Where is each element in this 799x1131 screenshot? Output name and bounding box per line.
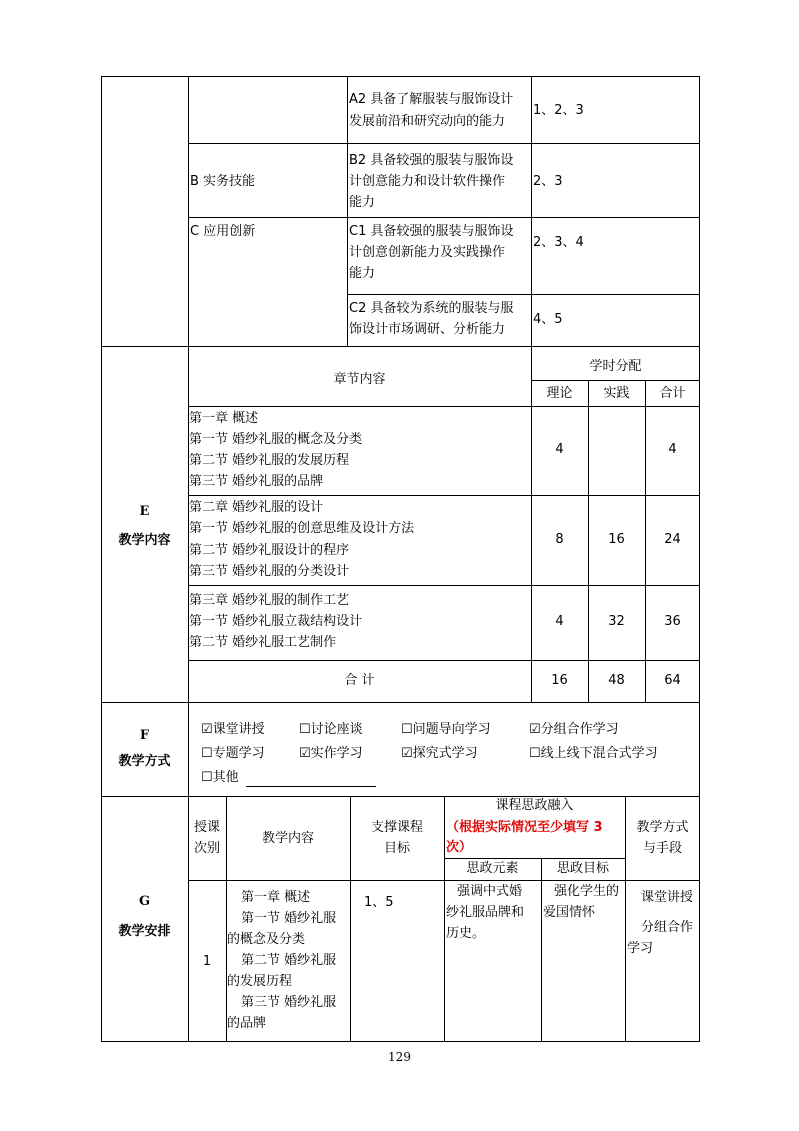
method-label: 分组合作学习 bbox=[540, 722, 619, 737]
sum-practice: 48 bbox=[608, 673, 625, 688]
content-line: 的概念及分类 bbox=[227, 932, 306, 947]
content-header: 教学内容 bbox=[261, 831, 314, 846]
element-line: 纱礼服品牌和 bbox=[446, 905, 525, 920]
theory-hours: 8 bbox=[555, 532, 564, 547]
course-numbers: 4、5 bbox=[533, 312, 563, 327]
goal-header: 目标 bbox=[383, 841, 410, 856]
session-header: 次别 bbox=[193, 841, 220, 856]
method-option[interactable] bbox=[201, 743, 265, 765]
total-hours: 24 bbox=[664, 532, 681, 547]
checkbox-icon[interactable]: ☐ bbox=[201, 770, 213, 785]
checkbox-icon[interactable]: ☐ bbox=[201, 746, 213, 761]
category-label: C 应用创新 bbox=[190, 224, 256, 239]
method-label: 实作学习 bbox=[310, 746, 363, 761]
chapter-line: 第一章 概述 bbox=[189, 411, 259, 426]
method-label: 问题导向学习 bbox=[412, 722, 491, 737]
practice-hours: 16 bbox=[608, 532, 625, 547]
chapter-line: 第二章 婚纱礼服的设计 bbox=[189, 500, 324, 515]
target-line: 爱国情怀 bbox=[543, 905, 596, 920]
session-header: 授课 bbox=[193, 820, 220, 835]
ideology-note: 次） bbox=[446, 840, 473, 855]
ability-text: 计创意创新能力及实践操作 bbox=[349, 245, 506, 260]
method-label: 课堂讲授 bbox=[212, 722, 265, 737]
content-line: 第三节 婚纱礼服 bbox=[241, 995, 337, 1010]
method-line: 课堂讲授 bbox=[641, 890, 694, 905]
theory-hours: 4 bbox=[555, 614, 564, 629]
ability-text: 发展前沿和研究动向的能力 bbox=[349, 114, 506, 129]
section-title: 教学安排 bbox=[118, 924, 171, 939]
checkbox-icon[interactable]: ☑ bbox=[201, 722, 213, 737]
chapter-line: 第三节 婚纱礼服的品牌 bbox=[189, 474, 324, 489]
section-code: E bbox=[139, 504, 150, 519]
method-line: 分组合作 bbox=[641, 920, 694, 935]
method-label: 讨论座谈 bbox=[310, 722, 363, 737]
chapter-line: 第三章 婚纱礼服的制作工艺 bbox=[189, 593, 350, 608]
page-number: 129 bbox=[388, 1050, 411, 1064]
theory-hours: 4 bbox=[555, 442, 564, 457]
section-title: 教学方式 bbox=[118, 754, 171, 769]
chapter-line: 第二节 婚纱礼服设计的程序 bbox=[189, 543, 350, 558]
elements-header: 思政元素 bbox=[466, 861, 519, 876]
method-option[interactable] bbox=[299, 743, 363, 765]
method-option[interactable] bbox=[401, 719, 491, 741]
session-number: 1 bbox=[202, 954, 212, 969]
category-label: B 实务技能 bbox=[190, 174, 256, 189]
content-line: 的品牌 bbox=[227, 1016, 267, 1031]
method-option[interactable] bbox=[529, 719, 619, 741]
chapter-line: 第三节 婚纱礼服的分类设计 bbox=[189, 564, 350, 579]
method-header: 教学方式 bbox=[636, 820, 689, 835]
course-numbers: 1、2、3 bbox=[533, 103, 584, 118]
course-numbers: 2、3 bbox=[533, 174, 563, 189]
chapter-header: 章节内容 bbox=[333, 372, 386, 387]
total-header: 合计 bbox=[659, 386, 686, 401]
chapter-line: 第二节 婚纱礼服工艺制作 bbox=[189, 635, 337, 650]
target-line: 强化学生的 bbox=[554, 884, 620, 899]
sum-theory: 16 bbox=[551, 673, 568, 688]
ability-text: C1 具备较强的服装与服饰设 bbox=[349, 224, 514, 239]
section-code: F bbox=[139, 728, 150, 743]
section-code: G bbox=[138, 894, 151, 909]
ideology-header: 课程思政融入 bbox=[495, 798, 574, 813]
ideology-note: （根据实际情况至少填写 3 bbox=[446, 820, 603, 835]
method-option[interactable] bbox=[201, 719, 265, 741]
method-option[interactable] bbox=[529, 743, 658, 765]
content-line: 第一节 婚纱礼服 bbox=[241, 911, 337, 926]
course-numbers: 2、3、4 bbox=[533, 235, 584, 250]
ability-text: C2 具备较为系统的服装与服 bbox=[349, 301, 514, 316]
ability-text: 饰设计市场调研、分析能力 bbox=[349, 322, 506, 337]
element-line: 强调中式婚 bbox=[457, 884, 523, 899]
checkbox-icon[interactable]: ☑ bbox=[529, 722, 541, 737]
content-line: 第二节 婚纱礼服 bbox=[241, 953, 337, 968]
sum-label: 合 计 bbox=[344, 673, 375, 688]
section-title: 教学内容 bbox=[118, 533, 171, 548]
ability-text: 计创意能力和设计软件操作 bbox=[349, 174, 506, 189]
checkbox-icon[interactable]: ☐ bbox=[401, 722, 413, 737]
goal-value: 1、5 bbox=[364, 895, 394, 910]
other-fill-line[interactable] bbox=[246, 786, 376, 787]
total-hours: 36 bbox=[664, 614, 681, 629]
practice-header: 实践 bbox=[603, 386, 630, 401]
checkbox-icon[interactable]: ☐ bbox=[529, 746, 541, 761]
content-line: 的发展历程 bbox=[227, 974, 293, 989]
chapter-line: 第一节 婚纱礼服的创意思维及设计方法 bbox=[189, 521, 415, 536]
targets-header: 思政目标 bbox=[556, 861, 609, 876]
chapter-line: 第二节 婚纱礼服的发展历程 bbox=[189, 453, 350, 468]
checkbox-icon[interactable]: ☐ bbox=[299, 722, 311, 737]
method-option[interactable] bbox=[201, 767, 239, 789]
method-label: 探究式学习 bbox=[412, 746, 478, 761]
method-label: 其他 bbox=[212, 770, 239, 785]
ability-text: A2 具备了解服装与服饰设计 bbox=[349, 92, 514, 107]
hours-header: 学时分配 bbox=[589, 359, 642, 374]
method-option[interactable] bbox=[299, 719, 363, 741]
method-line: 学习 bbox=[627, 941, 654, 956]
checkbox-icon[interactable]: ☑ bbox=[299, 746, 311, 761]
ability-text: B2 具备较强的服装与服饰设 bbox=[349, 153, 514, 168]
ability-text: 能力 bbox=[349, 195, 376, 210]
goal-header: 支撑课程 bbox=[370, 820, 423, 835]
method-header: 与手段 bbox=[642, 841, 682, 856]
chapter-line: 第一节 婚纱礼服立裁结构设计 bbox=[189, 614, 363, 629]
method-label: 专题学习 bbox=[212, 746, 265, 761]
sum-total: 64 bbox=[664, 673, 681, 688]
ability-text: 能力 bbox=[349, 266, 376, 281]
total-hours: 4 bbox=[668, 442, 677, 457]
method-option[interactable] bbox=[401, 743, 478, 765]
content-line: 第一章 概述 bbox=[241, 890, 311, 905]
method-label: 线上线下混合式学习 bbox=[540, 746, 658, 761]
theory-header: 理论 bbox=[546, 386, 573, 401]
element-line: 历史。 bbox=[446, 926, 486, 941]
chapter-line: 第一节 婚纱礼服的概念及分类 bbox=[189, 432, 363, 447]
checkbox-icon[interactable]: ☑ bbox=[401, 746, 413, 761]
practice-hours: 32 bbox=[608, 614, 625, 629]
